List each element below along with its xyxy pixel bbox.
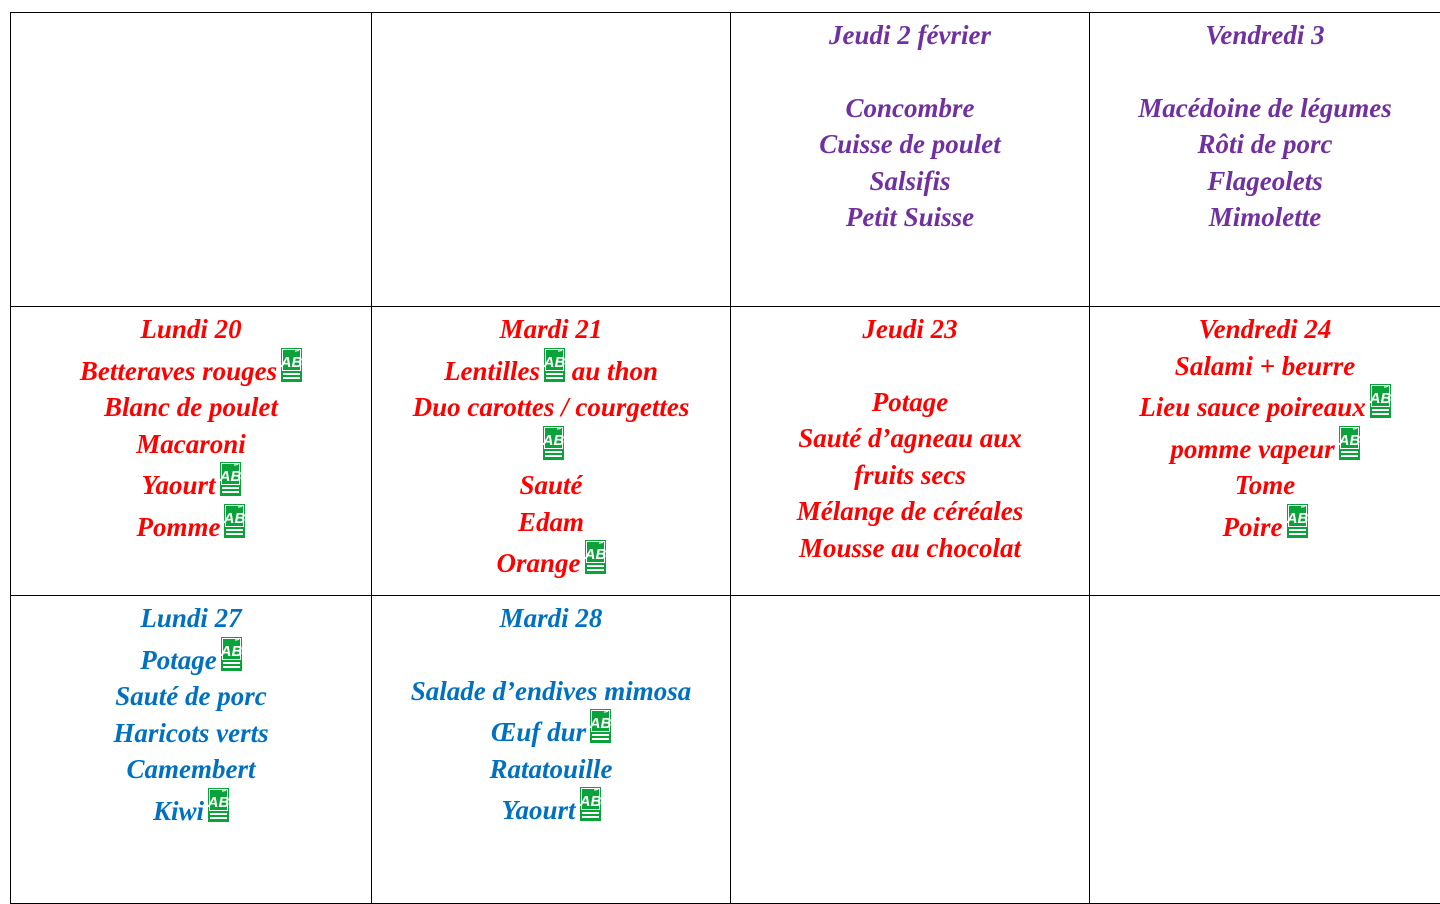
- menu-item: [376, 709, 726, 751]
- menu-item: [1094, 163, 1436, 200]
- svg-text:AB: AB: [543, 432, 564, 449]
- day-title: Mardi 28: [376, 600, 726, 637]
- ab-organic-logo-icon: [221, 637, 242, 671]
- menu-item: [735, 530, 1085, 567]
- empty-day-cell: [1090, 596, 1440, 904]
- menu-item: [15, 348, 367, 390]
- menu-body: [11, 13, 1440, 904]
- ab-organic-logo-icon: [590, 709, 611, 743]
- menu-item-label: Petit Suisse: [846, 202, 974, 232]
- menu-item: [15, 389, 367, 426]
- svg-text:AB: AB: [281, 354, 302, 371]
- menu-item-label: Lentilles: [444, 356, 540, 386]
- spacer: [376, 637, 726, 673]
- svg-text:AB: AB: [208, 794, 229, 811]
- menu-item: [735, 199, 1085, 236]
- menu-item: [15, 426, 367, 463]
- menu-item-label: Orange: [496, 548, 580, 578]
- menu-item: [15, 715, 367, 752]
- menu-item-label: Ratatouille: [489, 754, 612, 784]
- svg-text:AB: AB: [224, 510, 245, 527]
- menu-item-label: Potage: [872, 387, 948, 417]
- menu-item-label: Blanc de poulet: [104, 392, 278, 422]
- ab-organic-logo-icon: [1287, 504, 1308, 538]
- svg-text:AB: AB: [1287, 510, 1308, 527]
- day-title: Lundi 20: [15, 311, 367, 348]
- menu-item-label: Duo carottes / courgettes: [413, 392, 690, 422]
- menu-item-label: Mimolette: [1209, 202, 1321, 232]
- menu-item-label: Lieu sauce poireaux: [1139, 392, 1366, 422]
- ab-organic-logo-icon: [1339, 426, 1360, 460]
- menu-item: [376, 751, 726, 788]
- day-title: Vendredi 24: [1094, 311, 1436, 348]
- empty-day-cell: [11, 13, 372, 307]
- menu-item-label: Betteraves rouges: [80, 356, 277, 386]
- menu-item-label: Pomme: [137, 512, 221, 542]
- menu-item-label: Yaourt: [501, 795, 575, 825]
- menu-item-label: Salsifis: [869, 166, 950, 196]
- day-title: Lundi 27: [15, 600, 367, 637]
- menu-item: [376, 673, 726, 710]
- menu-item: [376, 540, 726, 582]
- day-cell-lundi-20: [11, 307, 372, 596]
- svg-text:AB: AB: [580, 793, 601, 810]
- menu-item-label: Kiwi: [153, 796, 204, 826]
- menu-item-label: Poire: [1223, 512, 1283, 542]
- empty-day-cell: [372, 13, 731, 307]
- svg-text:AB: AB: [1339, 432, 1360, 449]
- svg-text:AB: AB: [590, 715, 611, 732]
- menu-item: [1094, 126, 1436, 163]
- menu-item: [1094, 90, 1436, 127]
- menu-item-label: Rôti de porc: [1198, 129, 1333, 159]
- menu-item-label: Cuisse de poulet: [819, 129, 1001, 159]
- day-cell-lundi-27: [11, 596, 372, 904]
- menu-item: [735, 126, 1085, 163]
- menu-item: [735, 493, 1085, 530]
- svg-text:AB: AB: [585, 546, 606, 563]
- menu-item: [15, 678, 367, 715]
- menu-item: [376, 348, 726, 390]
- spacer: [1094, 54, 1436, 90]
- menu-item-suffix: au thon: [565, 356, 658, 386]
- menu-item: [15, 637, 367, 679]
- day-title: Jeudi 2 février: [735, 17, 1085, 54]
- menu-item: [1094, 384, 1436, 426]
- menu-item: [1094, 467, 1436, 504]
- menu-item-label: Mousse au chocolat: [799, 533, 1021, 563]
- week-row: [11, 13, 1440, 307]
- menu-item-label: Sauté d’agneau aux fruits secs: [798, 423, 1022, 490]
- menu-item: [735, 163, 1085, 200]
- menu-item: [735, 384, 1085, 421]
- menu-item: [735, 90, 1085, 127]
- menu-item-label: Concombre: [845, 93, 974, 123]
- menu-item-label: Salade d’endives mimosa: [411, 676, 691, 706]
- ab-organic-logo-icon: [1370, 384, 1391, 418]
- day-cell-mardi-28: [372, 596, 731, 904]
- week-row: [11, 596, 1440, 904]
- menu-table: [10, 12, 1440, 904]
- ab-organic-logo-icon: [585, 540, 606, 574]
- menu-item-label: Mélange de céréales: [797, 496, 1023, 526]
- svg-text:AB: AB: [221, 643, 242, 660]
- menu-item: [1094, 504, 1436, 546]
- menu-item-label: Potage: [140, 645, 216, 675]
- ab-organic-logo-icon: [543, 426, 564, 460]
- menu-item-label: pomme vapeur: [1170, 434, 1334, 464]
- menu-item-label: Edam: [518, 507, 584, 537]
- svg-text:AB: AB: [220, 468, 241, 485]
- ab-organic-logo-icon: [224, 504, 245, 538]
- day-cell-mardi-21: [372, 307, 731, 596]
- menu-item: [15, 504, 367, 546]
- menu-item-label: Tome: [1235, 470, 1296, 500]
- menu-item-label: Salami + beurre: [1175, 351, 1355, 381]
- menu-item: [15, 788, 367, 830]
- day-cell-jeudi-2-fevrier: [731, 13, 1090, 307]
- spacer: [735, 54, 1085, 90]
- ab-organic-logo-icon: [281, 348, 302, 382]
- menu-item-label: Macaroni: [136, 429, 246, 459]
- empty-day-cell: [731, 596, 1090, 904]
- ab-organic-logo-icon: [220, 462, 241, 496]
- menu-item-label: Sauté: [519, 470, 582, 500]
- menu-item-label: Macédoine de légumes: [1138, 93, 1391, 123]
- menu-item-label: Yaourt: [141, 470, 215, 500]
- spacer: [735, 348, 1085, 384]
- svg-text:AB: AB: [1370, 390, 1391, 407]
- menu-item: [376, 467, 726, 504]
- ab-organic-logo-icon: [544, 348, 565, 382]
- ab-organic-logo-icon: [580, 787, 601, 821]
- day-cell-vendredi-24: [1090, 307, 1440, 596]
- menu-item: [15, 462, 367, 504]
- menu-item-label: Sauté de porc: [115, 681, 267, 711]
- week-row: [11, 307, 1440, 596]
- menu-item-label: Haricots verts: [113, 718, 268, 748]
- svg-text:AB: AB: [544, 354, 565, 371]
- day-cell-jeudi-23: [731, 307, 1090, 596]
- menu-item-label: Camembert: [127, 754, 256, 784]
- menu-item: [15, 751, 367, 788]
- menu-item: [376, 787, 726, 829]
- menu-item-label: Flageolets: [1207, 166, 1323, 196]
- ab-organic-logo-icon: [208, 788, 229, 822]
- day-cell-vendredi-3: [1090, 13, 1440, 307]
- menu-item: [1094, 426, 1436, 468]
- menu-item: [1094, 199, 1436, 236]
- menu-item: [735, 420, 1085, 493]
- day-title: Mardi 21: [376, 311, 726, 348]
- day-title: Jeudi 23: [735, 311, 1085, 348]
- menu-item-label: Œuf dur: [491, 717, 586, 747]
- day-title: Vendredi 3: [1094, 17, 1436, 54]
- menu-item: [1094, 348, 1436, 385]
- menu-item: [376, 389, 726, 467]
- menu-item: [376, 504, 726, 541]
